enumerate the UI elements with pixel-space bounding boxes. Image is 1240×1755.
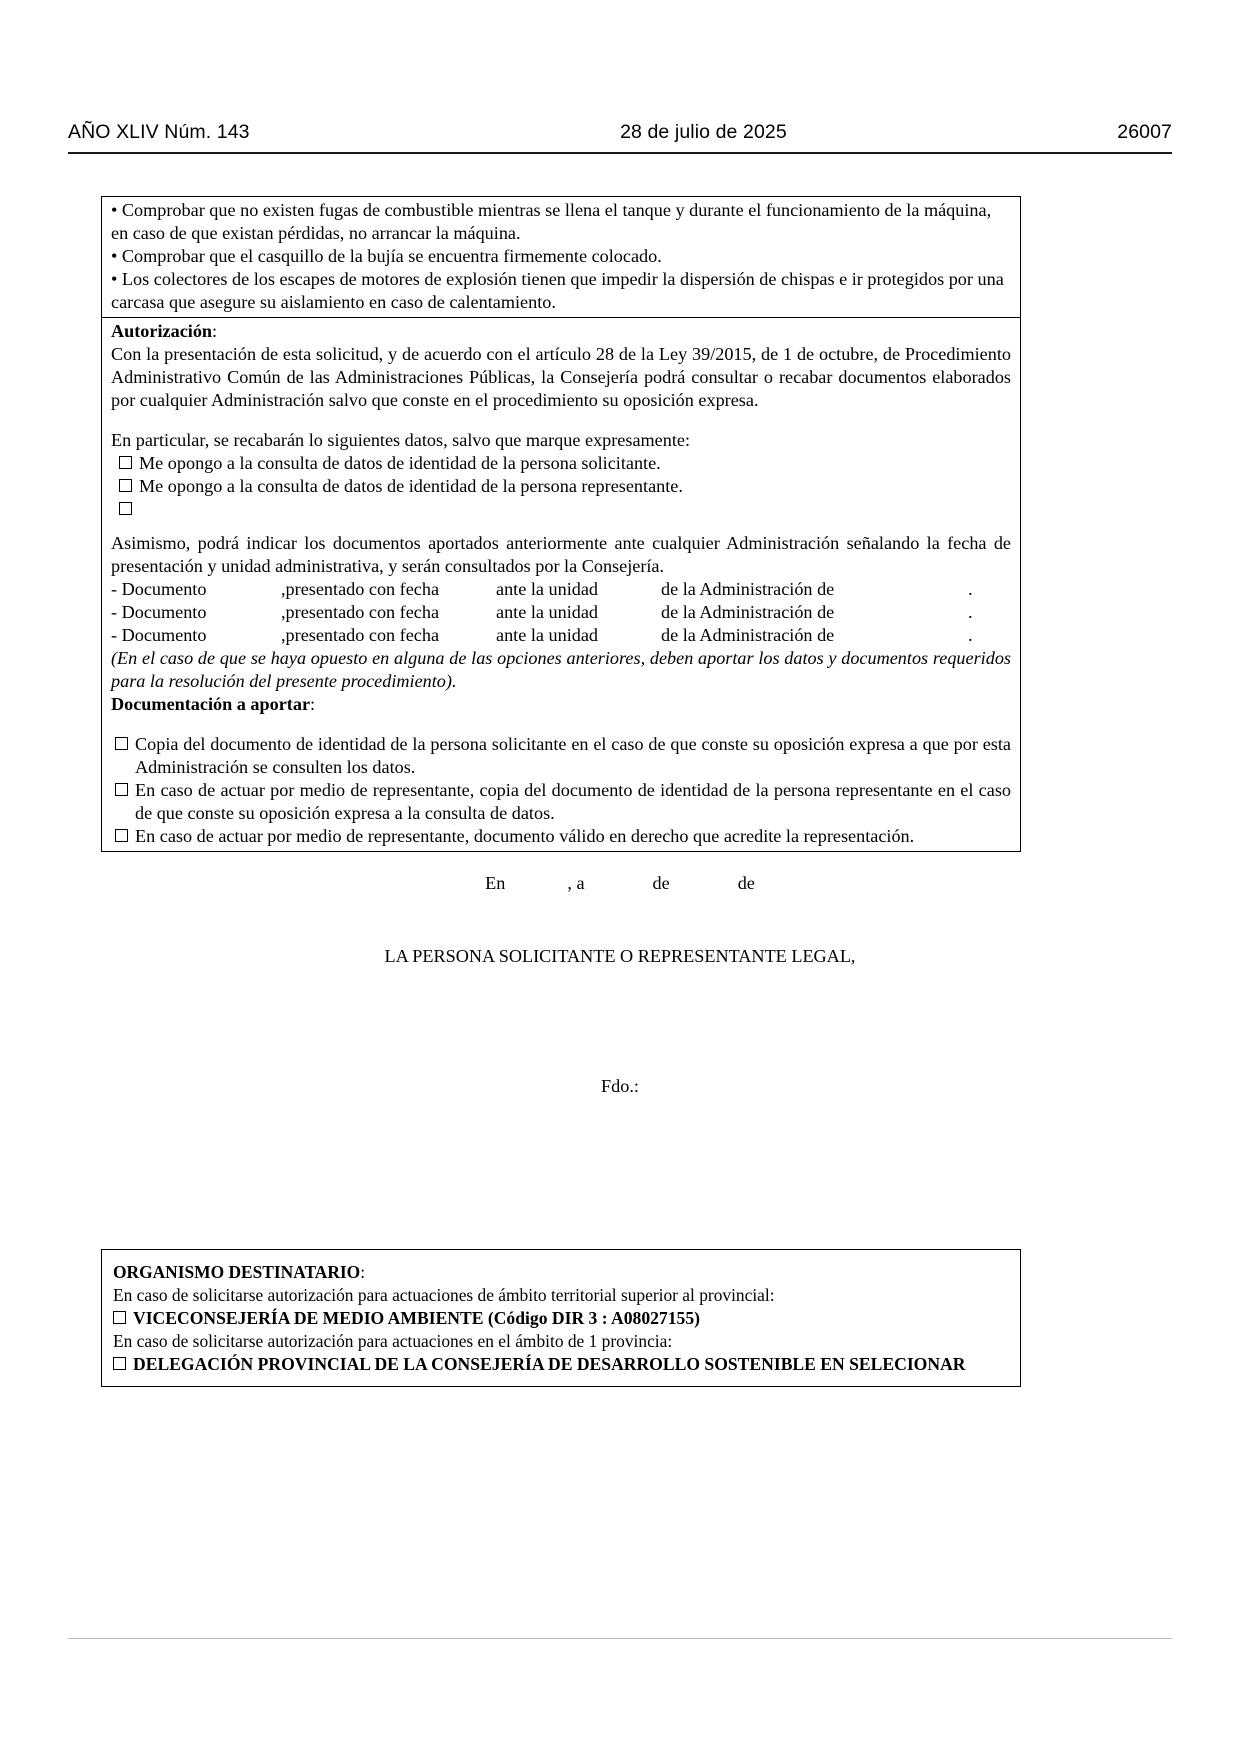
opt-out-label-1: Me opongo a la consulta de datos de identidad de la persona solicitante. (139, 453, 661, 474)
doc-cell-end: . (968, 602, 973, 623)
destinatario-heading-text: ORGANISMO DESTINATARIO (113, 1262, 361, 1282)
destinatario-option-supra[interactable] (113, 1307, 1011, 1329)
doc-cell-fecha: ,presentado con fecha (281, 579, 440, 600)
safety-bullet-1: • Comprobar que no existen fugas de combustible mientras se llena el tanque y durante el funcionamiento de la máquina, en caso de que existan pérdidas, no arrancar la máquina. (111, 200, 992, 244)
table-row (111, 578, 1011, 601)
docs-heading-colon: : (310, 694, 316, 715)
place-prefix: En (485, 873, 506, 893)
header-date: 28 de julio de 2025 (620, 121, 787, 143)
destinatario-box (101, 1249, 1021, 1387)
main-content-box (101, 196, 1021, 852)
authorization-section (102, 317, 1020, 851)
doc-cell-fecha: ,presentado con fecha (281, 625, 440, 646)
doc-cell-unidad: ante la unidad (496, 579, 599, 600)
month-separator: de (652, 873, 670, 893)
opt-out-label-2: Me opongo a la consulta de datos de identidad de la persona representante. (139, 476, 683, 497)
destinatario-supra-text: En caso de solicitarse autorización para actuaciones de ámbito territorial superior al provincial: (113, 1285, 775, 1306)
destinatario-section (102, 1250, 1020, 1386)
safety-bullet-2: • Comprobar que el casquillo de la bujía se encuentra firmemente colocado. (111, 246, 662, 267)
safety-bullet-3: • Los colectores de los escapes de motores de explosión tienen que impedir la dispersión de chispas e ir protegidos por una carcasa que asegure su aislamiento en caso de calentamiento. (111, 269, 1004, 313)
docs-item-row-3[interactable] (111, 825, 1011, 848)
checkbox-icon[interactable] (119, 456, 132, 469)
doc-cell-end: . (968, 625, 973, 646)
destinatario-heading-colon: : (360, 1262, 366, 1282)
checkbox-icon[interactable] (115, 783, 128, 796)
doc-cell-name: - Documento (111, 602, 207, 623)
italic-note: (En el caso de que se haya opuesto en alguna de las opciones anteriores, deben aportar los datos y documentos requeridos para la resolución del presente procedimiento). (111, 648, 1011, 692)
docs-item-label-1: Copia del documento de identidad de la persona solicitante en el caso de que conste su oposición expresa a que por esta Administración se consulten los datos. (135, 734, 1011, 778)
documents-table (111, 578, 1011, 647)
destinatario-option-prov[interactable] (113, 1353, 1011, 1375)
header-divider (68, 152, 1172, 154)
doc-cell-admin: de la Administración de (661, 579, 835, 600)
footer-divider (68, 1638, 1172, 1639)
checkbox-icon[interactable] (119, 479, 132, 492)
table-row (111, 624, 1011, 647)
header-issue: AÑO XLIV Núm. 143 (68, 121, 250, 143)
destinatario-option-prov-label: DELEGACIÓN PROVINCIAL DE LA CONSEJERÍA DE DESARROLLO SOSTENIBLE EN SELECIONAR (133, 1353, 966, 1374)
docs-item-label-3: En caso de actuar por medio de representante, documento válido en derecho que acredite la representación. (135, 826, 915, 847)
asimismo-paragraph: Asimismo, podrá indicar los documentos aportados anteriormente ante cualquier Administración señalando la fecha de presentación y unidad administrativa, y serán consultados por la Consejería. (111, 533, 1011, 577)
docs-item-label-2: En caso de actuar por medio de representante, copia del documento de identidad de la persona representante en el caso de que conste su oposición expresa a la consulta de datos. (135, 780, 1011, 824)
doc-cell-end: . (968, 579, 973, 600)
docs-item-row-2[interactable] (111, 779, 1011, 825)
destinatario-heading (113, 1261, 1011, 1284)
checkbox-icon[interactable] (115, 829, 128, 842)
header-page-number: 26007 (1117, 121, 1172, 143)
doc-cell-fecha: ,presentado con fecha (281, 602, 440, 623)
opt-out-row-1[interactable] (111, 452, 1011, 475)
place-date-line (0, 872, 1240, 896)
destinatario-option-supra-label: VICECONSEJERÍA DE MEDIO AMBIENTE (Código DIR 3 : A08027155) (133, 1308, 700, 1329)
authorization-heading-text: Autorización (111, 321, 213, 342)
authorization-intro: En particular, se recabarán lo siguientes datos, salvo que marque expresamente: (111, 430, 691, 451)
destinatario-prov-text: En caso de solicitarse autorización para actuaciones en el ámbito de 1 provincia: (113, 1330, 673, 1351)
doc-cell-name: - Documento (111, 625, 207, 646)
doc-cell-admin: de la Administración de (661, 625, 835, 646)
checkbox-icon[interactable] (113, 1357, 126, 1370)
place-separator: , a (567, 873, 585, 893)
doc-cell-unidad: ante la unidad (496, 625, 599, 646)
doc-cell-admin: de la Administración de (661, 602, 835, 623)
docs-heading-text: Documentación a aportar (111, 694, 311, 715)
docs-heading (111, 693, 1011, 716)
year-separator: de (737, 873, 755, 893)
signer-heading: LA PERSONA SOLICITANTE O REPRESENTANTE LEGAL, (384, 946, 856, 966)
signature-fdo-label: Fdo.: (601, 1076, 639, 1096)
docs-item-row-1[interactable] (111, 733, 1011, 779)
authorization-heading-colon: : (212, 321, 218, 342)
authorization-paragraph: Con la presentación de esta solicitud, y de acuerdo con el artículo 28 de la Ley 39/2015, de 1 de octubre, de Procedimiento Administrativo Común de las Administraciones Públicas, la Consejería podrá consultar o recabar documentos elaborados por cualquier Administración salvo que conste en el procedimiento su oposición expresa. (111, 344, 1011, 411)
authorization-heading (111, 320, 1011, 343)
checkbox-icon[interactable] (115, 737, 128, 750)
running-header (68, 122, 1172, 143)
table-row (111, 601, 1011, 624)
safety-section (102, 197, 1020, 317)
opt-out-row-2[interactable] (111, 475, 1011, 498)
checkbox-icon[interactable] (113, 1311, 126, 1324)
checkbox-icon[interactable] (119, 502, 132, 515)
opt-out-row-3[interactable] (111, 498, 1011, 515)
doc-cell-unidad: ante la unidad (496, 602, 599, 623)
doc-cell-name: - Documento (111, 579, 207, 600)
